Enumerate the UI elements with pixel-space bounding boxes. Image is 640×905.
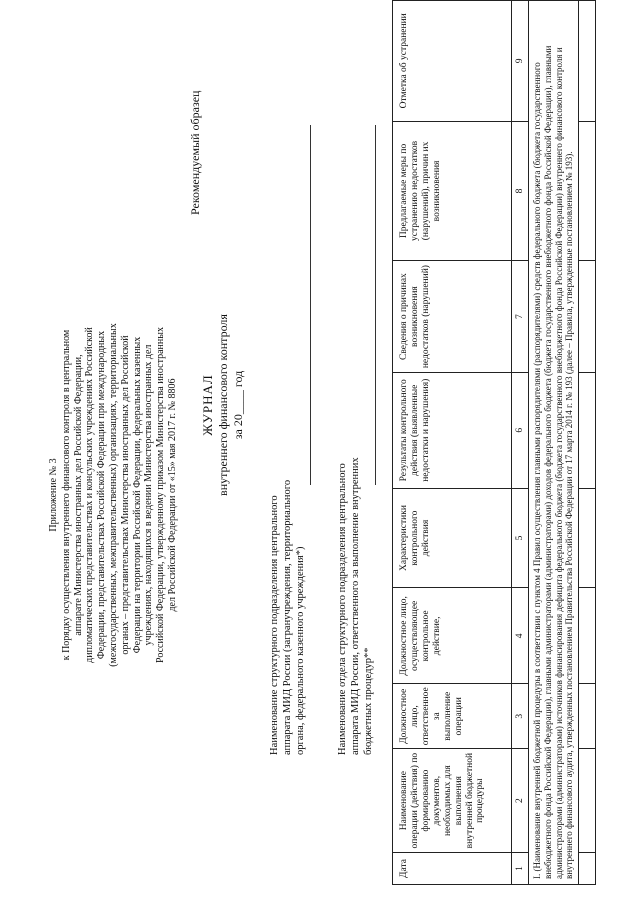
column-header: Результаты контрольного действия (выявленные недостатки и нарушения): [393, 372, 512, 488]
column-header: Должностное лицо, осуществляющее контрольное действие,: [393, 588, 512, 684]
column-number: 5: [512, 488, 529, 588]
department-name-line: [375, 125, 376, 485]
column-number: 9: [512, 1, 529, 122]
table-cell: [579, 261, 596, 373]
procedure-section-row: [529, 1, 579, 885]
table-cell: [579, 684, 596, 749]
appendix-line: Федерации на территории Российской Федерации, федеральных казенных: [131, 336, 143, 654]
column-number: 7: [512, 261, 529, 373]
column-number: 1: [512, 853, 529, 885]
column-number: 6: [512, 372, 529, 488]
table-row: [579, 1, 596, 885]
appendix-line: (межгосударственных, межправительственных) организациях, территориальных: [107, 323, 119, 667]
appendix-line: Российской Федерации, утвержденному приказом Министерства иностранных: [155, 327, 167, 663]
table-cell: [579, 121, 596, 261]
appendix-title: Приложение № 3: [48, 458, 59, 532]
control-journal-table: [392, 0, 596, 885]
sample-label: Рекомендуемый образец: [188, 90, 202, 215]
department-name-label: Наименование отдела структурного подразделения центрального аппарата МИД России, ответственного за выполнение внутренних бюджетных процедур**: [337, 457, 375, 755]
column-number: 3: [512, 684, 529, 749]
appendix-line: к Порядку осуществления внутреннего финансового контроля в центральном: [60, 329, 72, 661]
column-number: 8: [512, 121, 529, 261]
column-header: Дата: [393, 853, 512, 885]
column-header: Должностное лицо, ответственное за выполнение операции: [393, 684, 512, 749]
journal-heading: [200, 255, 246, 555]
column-number-row: [512, 1, 529, 885]
table-cell: [579, 588, 596, 684]
appendix-line: органах – представительствах Министерства иностранных дел Российской: [119, 335, 131, 655]
appendix-line: Федерации, представительствах Российской Федерации при международных: [96, 330, 108, 660]
column-header: Сведения о причинах возникновения недостатков (нарушений): [393, 261, 512, 373]
procedure-section-text: I. (Наименование внутренней бюджетной процедуры в соответствии с пунктом 4 Правил осуществления главными распорядителями (распорядителями) средств федерального бюджета (бюджета государственного внебюджетного фонда Российской Федерации), главными администраторами (администраторами) доходов федерального бюджета (бюджета государственного внебюджетного фонда Российской Федерации), главными администраторами (администраторами) источников финансирования дефицита федерального бюджета (бюджета государственного внебюджетного фонда Российской Федерации) внутреннего финансового контроля и внутреннего финансового аудита, утвержденных постановлением Правительства Российской Федерации от 17 марта 2014 г. № 193 (далее – Правила, утвержденные постановлением № 193).: [529, 1, 579, 885]
appendix-approval-line: дел Российской Федерации от «15» мая 2017 г. № 8806: [166, 378, 178, 612]
appendix-line: дипломатических представительствах и консульских учреждениях Российской: [84, 327, 96, 663]
column-header: Характеристики контрольного действия: [393, 488, 512, 588]
appendix-line: аппарате Министерства иностранных дел Российской Федерации,: [72, 354, 84, 636]
column-header: Наименование операции (действия) по формированию документов, необходимых для выполнения внутренней бюджетной процедуры: [393, 749, 512, 853]
appendix-header: [48, 215, 179, 775]
table-cell: [579, 749, 596, 853]
journal-period: за 20____ год: [231, 370, 246, 440]
journal-title: ЖУРНАЛ: [200, 374, 215, 436]
unit-name-line: [310, 125, 311, 485]
column-number: 4: [512, 588, 529, 684]
unit-name-label: Наименование структурного подразделения центрального аппарата МИД России (загранучреждения, территориального органа, федерального казенного учреждения*): [269, 479, 307, 755]
journal-subtitle: внутреннего финансового контроля: [216, 314, 231, 496]
appendix-line: учреждениях, находящихся в ведении Министерства иностранных дел: [143, 344, 155, 646]
table-cell: [579, 372, 596, 488]
column-header: Предлагаемые меры по устранению недостатков (нарушений), причин их возникновения: [393, 121, 512, 261]
column-number: 2: [512, 749, 529, 853]
column-header: Отметка об устранении: [393, 1, 512, 122]
table-cell: [579, 488, 596, 588]
table-cell: [579, 1, 596, 122]
table-header-row: [393, 1, 512, 885]
table-cell: [579, 853, 596, 885]
